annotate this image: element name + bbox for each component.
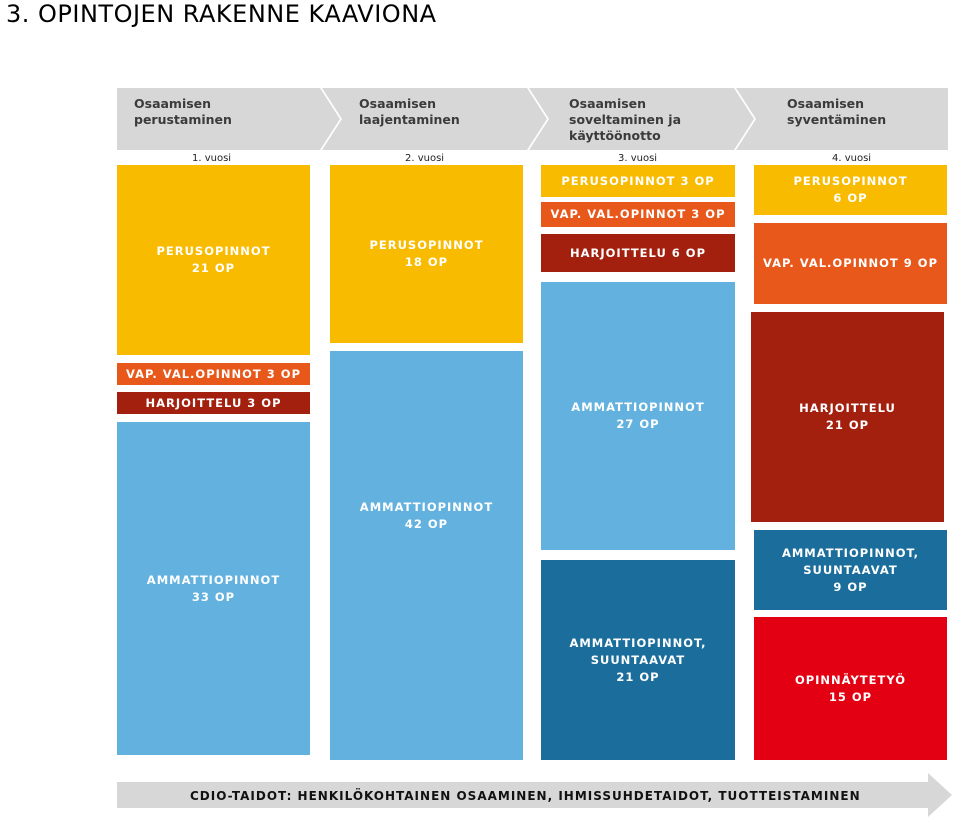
phase-4-line1: Osaamisen (787, 96, 865, 111)
y2-ammattiopinnot-block (330, 351, 523, 760)
phase-4-line2: syventäminen (787, 112, 887, 127)
phase-3-line1: Osaamisen (569, 96, 647, 111)
y2-ammattiopinnot-label: AMMATTIOPINNOT 42 OP (359, 499, 494, 531)
y4-vapval-label: VAP. VAL.OPINNOT 9 OP (763, 256, 938, 270)
y4-perusopinnot-block (754, 165, 947, 215)
page-title: 3. OPINTOJEN RAKENNE KAAVIONA (6, 0, 437, 28)
y4-harjoittelu-label: HARJOITTELU 21 OP (799, 401, 896, 432)
y4-vapval-block (754, 223, 947, 304)
phase-2-line2: laajentaminen (359, 112, 460, 127)
y4-opinnaytetyo-block (754, 617, 947, 760)
y1-harjoittelu-block (117, 392, 310, 414)
y4-suuntaavat-label: AMMATTIOPINNOT, SUUNTAAVAT 9 OP (781, 545, 920, 594)
year-label-2: 2. vuosi (405, 153, 445, 164)
year-label-4: 4. vuosi (832, 153, 872, 164)
y3-vapval-block (541, 202, 735, 227)
y3-harjoittelu-block (541, 234, 735, 272)
y4-harjoittelu-block (751, 312, 944, 522)
y3-suuntaavat-block (541, 560, 735, 760)
y1-ammattiopinnot-block (117, 422, 310, 755)
cdio-skills-label: CDIO-TAIDOT: HENKILÖKOHTAINEN OSAAMINEN, IHMISSUHDETAIDOT, TUOTTEISTAMINEN (190, 789, 861, 803)
year-label-3: 3. vuosi (618, 153, 658, 164)
y1-harjoittelu-label: HARJOITTELU 3 OP (145, 395, 282, 410)
y1-perusopinnot-block (117, 165, 310, 355)
y3-ammattiopinnot-block (541, 282, 735, 550)
phase-label-1 (134, 96, 232, 128)
y1-ammattiopinnot-label: AMMATTIOPINNOT 33 OP (146, 572, 281, 604)
y1-perusopinnot-label: PERUSOPINNOT 21 OP (156, 244, 271, 275)
phase-2-line1: Osaamisen (359, 96, 437, 111)
y3-harjoittelu-label: HARJOITTELU 6 OP (570, 245, 706, 260)
y4-perusopinnot-label: PERUSOPINNOT 6 OP (793, 174, 908, 205)
y3-suuntaavat-label: AMMATTIOPINNOT, SUUNTAAVAT 21 OP (569, 635, 707, 684)
phase-1-line1: Osaamisen (134, 96, 212, 111)
phase-label-2 (359, 96, 460, 128)
y2-perusopinnot-label: PERUSOPINNOT 18 OP (369, 238, 484, 269)
y2-perusopinnot-block (330, 165, 523, 343)
phase-3-line3: käyttöönotto (569, 128, 661, 143)
phase-1-line2: perustaminen (134, 112, 232, 127)
year-label-1: 1. vuosi (192, 153, 232, 164)
y3-perusopinnot-block (541, 165, 735, 197)
y4-opinnaytetyo-label: OPINNÄYTETYÖ 15 OP (794, 672, 907, 704)
phase-label-4 (787, 96, 886, 128)
phase-3-line2: soveltaminen ja (569, 112, 682, 127)
y3-perusopinnot-label: PERUSOPINNOT 3 OP (561, 173, 715, 188)
y4-suuntaavat-block (754, 530, 947, 610)
y1-vapval-label: VAP. VAL.OPINNOT 3 OP (126, 366, 301, 381)
y3-ammattiopinnot-label: AMMATTIOPINNOT 27 OP (571, 400, 705, 431)
y1-vapval-block (117, 363, 310, 385)
phase-label-3 (569, 96, 681, 144)
y3-vapval-label: VAP. VAL.OPINNOT 3 OP (550, 207, 726, 221)
